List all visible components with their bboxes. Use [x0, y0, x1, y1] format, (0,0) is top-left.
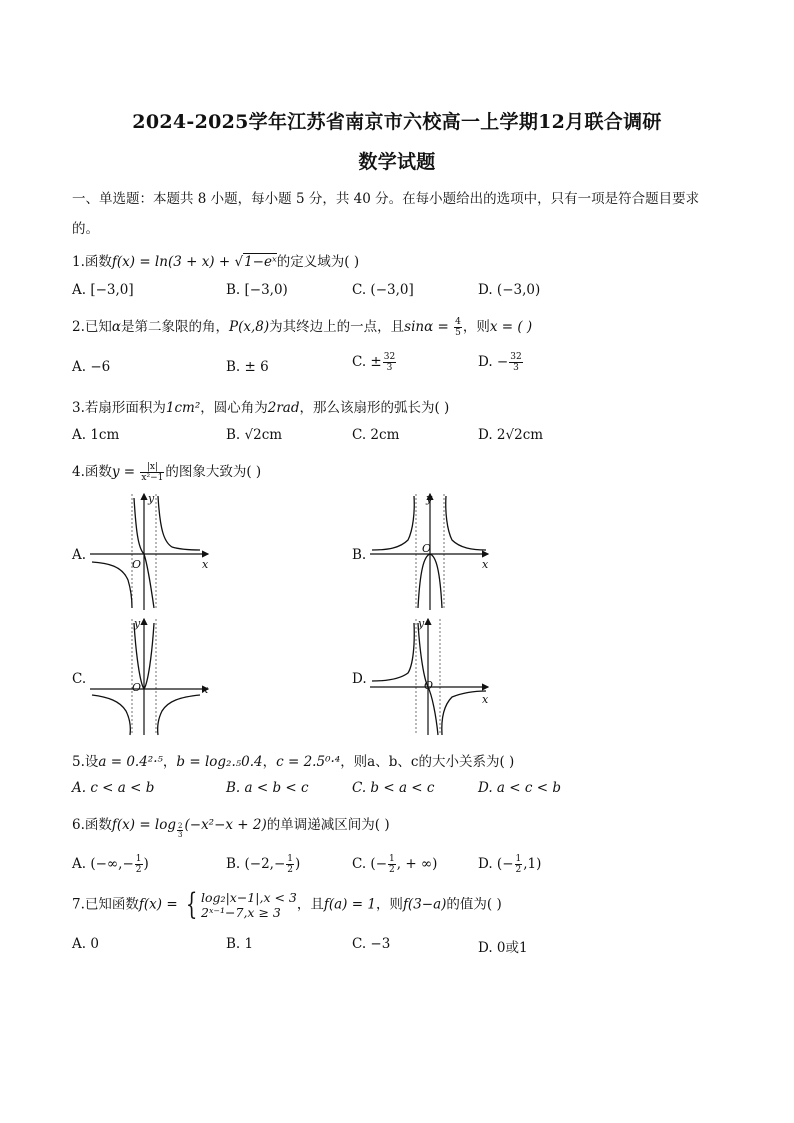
q4-y: y = — [111, 464, 140, 480]
q2-text-4: ，则 — [462, 319, 490, 335]
question-5 — [72, 750, 514, 770]
q4-suffix: 的图象大致为( ) — [165, 464, 262, 480]
x-axis-label: x — [202, 683, 209, 696]
q7-cases — [201, 890, 297, 920]
q6-option-d — [478, 854, 541, 875]
q7-option-a: A. 0 — [72, 936, 99, 952]
x-axis-label: x — [202, 558, 209, 571]
q6-base-den: 3 — [178, 831, 183, 839]
y-axis-label: y — [418, 617, 425, 630]
q2-option-a: A. −6 — [72, 359, 111, 375]
origin-label: O — [132, 681, 142, 694]
q5-sep-1: ， — [162, 754, 177, 770]
q6-c-num: 1 — [389, 854, 395, 864]
q2-option-c — [352, 352, 397, 373]
q1-sqrt-sign: √ — [234, 254, 244, 270]
q5-prefix: 5.设 — [72, 754, 99, 770]
q7-condition: f(a) = 1 — [323, 896, 376, 913]
x-axis-label: x — [482, 558, 489, 571]
q6-option-c — [352, 854, 437, 875]
q7-text-2: ，则 — [375, 896, 403, 913]
q6-a-num: 1 — [135, 854, 142, 864]
q7-option-d: D. 0或1 — [478, 940, 528, 956]
q7-text-1: ，且 — [296, 896, 324, 913]
q2-text-3: 为其终边上的一点，且 — [269, 319, 405, 335]
q7-prefix: 7.已知函数 — [72, 896, 139, 913]
q2-text-1: 2.已知 — [72, 319, 112, 335]
q3-area: 1cm² — [165, 400, 201, 416]
q6-prefix: 6.函数 — [72, 817, 112, 833]
q6-log-base — [177, 822, 183, 839]
q3-option-c: C. 2cm — [352, 427, 400, 443]
question-1 — [72, 250, 359, 270]
q3-option-b: B. √2cm — [226, 427, 283, 443]
q1-function: f(x) = ln(3 + x) + — [111, 254, 235, 270]
q2-option-c-fraction — [383, 352, 396, 373]
section-instruction-line1: 一、单选题：本题共 8 小题，每小题 5 分，共 40 分。在每小题给出的选项中，只有一项是符合题目要求 — [72, 191, 700, 207]
q1-option-b: B. [−3,0) — [226, 282, 288, 298]
section-instruction-line2: 的。 — [72, 221, 99, 237]
q1-suffix: 的定义域为( ) — [276, 254, 360, 270]
q3-text-2: ，圆心角为 — [200, 400, 268, 416]
exam-subtitle: 数学试题 — [358, 151, 436, 173]
q5-sep-2: ， — [262, 754, 277, 770]
q3-option-a: A. 1cm — [72, 427, 120, 443]
q6-d-post: ,1) — [523, 856, 542, 872]
q6-b-post: ) — [295, 856, 301, 872]
q6-base-num: 2 — [178, 822, 183, 830]
q6-tail: 的单调递减区间为( ) — [266, 817, 390, 833]
q3-text-3: ，那么该扇形的弧长为( ) — [299, 400, 450, 416]
q2-alpha: α — [111, 319, 122, 335]
q1-radicand: 1−eˣ — [244, 254, 277, 270]
q2-sin: sinα = — [404, 319, 454, 335]
q5-b: b = log₂.₅0.4 — [176, 754, 263, 770]
q5-option-b: B. a < b < c — [226, 780, 309, 796]
q2-option-d-fraction — [509, 352, 522, 373]
q4-graph-a — [88, 490, 218, 612]
question-6 — [72, 813, 390, 839]
q6-d-frac — [515, 854, 523, 875]
q6-b-den: 2 — [287, 865, 294, 875]
q4-label-b: B. — [352, 547, 367, 563]
q2-point: P(x,8) — [229, 319, 270, 335]
q4-label-a: A. — [72, 547, 87, 563]
question-3 — [72, 396, 449, 416]
q2-d-den: 3 — [513, 363, 519, 373]
q2-option-d-label: D. − — [478, 354, 509, 370]
q3-option-d: D. 2√2cm — [478, 427, 544, 443]
q6-argument: (−x²−x + 2) — [184, 817, 267, 833]
q4-graph-d — [368, 615, 498, 737]
q4-fraction — [140, 462, 164, 483]
q7-function: f(x) = — [138, 896, 182, 913]
q7-ask: f(3−a) — [402, 896, 447, 913]
q7-option-c: C. −3 — [352, 936, 391, 952]
q1-option-d: D. (−3,0) — [478, 282, 541, 298]
q5-tail: ，则a、b、c的大小关系为( ) — [340, 754, 515, 770]
q4-graph-c — [88, 615, 218, 737]
q6-option-b — [226, 854, 300, 875]
q5-option-c: C. b < a < c — [352, 780, 435, 796]
q7-brace: { — [185, 887, 198, 922]
q6-a-post: ) — [143, 856, 149, 872]
q4-graph-b — [368, 490, 498, 612]
q2-fraction — [454, 317, 462, 338]
q2-option-c-label: C. ± — [352, 354, 382, 370]
y-axis-label: y — [148, 492, 155, 505]
q6-d-den: 2 — [515, 865, 522, 875]
q2-fraction-num: 4 — [455, 317, 461, 327]
q2-option-d — [478, 352, 524, 373]
q2-fraction-den: 5 — [455, 328, 461, 338]
q2-ask: x = ( ) — [489, 319, 533, 335]
origin-label: O — [422, 542, 432, 555]
q5-c: c = 2.5⁰·⁴ — [276, 754, 341, 770]
q2-option-b: B. ± 6 — [226, 359, 269, 375]
q1-option-a: A. [−3,0] — [72, 282, 134, 298]
q6-d-pre: D. (− — [478, 856, 514, 872]
q7-option-b: B. 1 — [226, 936, 254, 952]
q2-text-2: 是第二象限的角， — [121, 319, 230, 335]
q2-c-num: 32 — [383, 352, 396, 362]
q6-b-pre: B. (−2,− — [226, 856, 286, 872]
q6-c-frac — [388, 854, 396, 875]
y-axis-label: y — [134, 617, 141, 630]
q1-option-c: C. (−3,0] — [352, 282, 414, 298]
q5-option-a: A. c < a < b — [72, 780, 155, 796]
q4-label-c: C. — [72, 671, 87, 687]
q4-fraction-den: x²−1 — [141, 473, 164, 483]
question-7 — [72, 887, 502, 922]
question-4 — [72, 460, 261, 483]
q3-text-1: 3.若扇形面积为 — [72, 400, 166, 416]
origin-label: O — [132, 558, 142, 571]
q6-a-frac — [135, 854, 143, 875]
q6-option-a — [72, 854, 149, 875]
q4-label-d: D. — [352, 671, 367, 687]
q7-case-1: log₂|x−1|,x < 3 — [201, 890, 297, 905]
x-axis-label: x — [482, 693, 489, 706]
q2-d-num: 32 — [510, 352, 522, 362]
q2-c-den: 3 — [386, 363, 393, 373]
y-axis-label: y — [426, 492, 433, 505]
exam-title: 2024-2025学年江苏省南京市六校高一上学期12月联合调研 — [132, 111, 662, 133]
q6-function: f(x) = log — [111, 817, 177, 833]
q6-a-pre: A. (−∞,− — [72, 856, 134, 872]
q6-c-post: , + ∞) — [396, 856, 438, 872]
q5-a: a = 0.4²·⁵ — [98, 754, 163, 770]
q6-d-num: 1 — [515, 854, 522, 864]
question-2 — [72, 315, 532, 338]
q6-b-frac — [286, 854, 294, 875]
q7-case-2: 2ˣ⁻¹−7,x ≥ 3 — [201, 905, 281, 920]
q6-b-num: 1 — [287, 854, 294, 864]
q4-prefix: 4.函数 — [72, 464, 112, 480]
q6-c-den: 2 — [389, 865, 395, 875]
q3-angle: 2rad — [267, 400, 300, 416]
q6-a-den: 2 — [135, 865, 142, 875]
q7-text-3: 的值为( ) — [446, 896, 502, 913]
q4-fraction-num: |x| — [140, 462, 164, 473]
q5-option-d: D. a < c < b — [478, 780, 561, 796]
origin-label: O — [424, 679, 434, 692]
q6-c-pre: C. (− — [352, 856, 388, 872]
q1-prefix: 1.函数 — [72, 254, 112, 270]
